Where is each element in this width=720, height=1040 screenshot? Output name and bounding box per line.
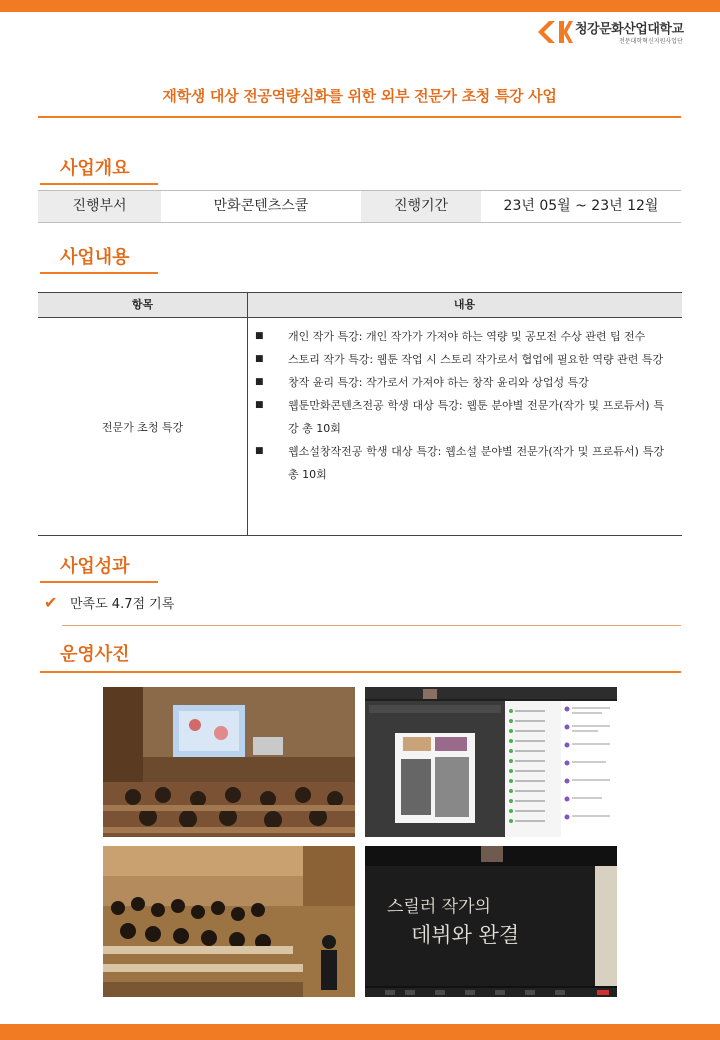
bullet-icon: ■ (255, 377, 264, 387)
col-item-header: 항목 (131, 298, 154, 311)
section-underline (40, 183, 158, 185)
list-item (252, 348, 664, 371)
logo-mark-icon (535, 19, 573, 45)
list-item (252, 440, 664, 486)
bullet-icon: ■ (255, 331, 264, 341)
section-results-label: 사업성과 (60, 556, 130, 577)
period-label: 진행기간 (361, 191, 481, 222)
list-item-text: 스토리 작가 특강: 웹툰 작업 시 스토리 작가로서 협업에 필요한 역량 관련 특강 (288, 353, 664, 366)
overview-table (38, 190, 681, 223)
result-text: 만족도 4.7점 기록 (70, 597, 175, 612)
list-item-text: 웹툰만화콘텐츠전공 학생 대상 특강: 웹툰 분야별 전문가(작가 및 프로듀서) 특강 총 10회 (288, 399, 664, 435)
photo-lecture-slide (365, 846, 617, 997)
logo-subtitle: 전문대학혁신지원사업단 (619, 38, 683, 45)
list-item-text: 웹소설창작전공 학생 대상 특강: 웹소설 분야별 전문가(작가 및 프로듀서) 특강 총 10회 (288, 445, 664, 481)
dept-value: 만화콘텐츠스쿨 (213, 198, 309, 214)
category-cell: 전문가 초청 특강 (101, 420, 184, 434)
top-accent-bar (0, 0, 720, 12)
photo-online-lecture-screen (365, 687, 617, 837)
photos-divider (40, 671, 681, 673)
detail-list (252, 325, 664, 486)
check-icon: ✔ (44, 593, 58, 612)
col-detail-header: 내용 (453, 298, 476, 311)
section-photos-label: 운영사진 (60, 644, 130, 665)
results-divider (62, 625, 681, 626)
list-item-text: 창작 윤리 특강: 작가로서 가져야 하는 창작 윤리와 상업성 특강 (288, 376, 589, 389)
logo-name: 청강문화산업대학교 (575, 22, 684, 37)
section-content-label: 사업내용 (60, 247, 130, 268)
result-item (44, 593, 174, 612)
section-results-heading (40, 553, 158, 583)
title-divider (38, 116, 681, 118)
content-table (38, 292, 682, 536)
column-divider (247, 293, 248, 535)
section-overview-heading (40, 155, 158, 185)
bullet-icon: ■ (255, 446, 264, 456)
dept-label: 진행부서 (38, 191, 161, 222)
document-title: 재학생 대상 전공역량심화를 위한 외부 전문가 초청 특강 사업 (162, 87, 557, 105)
section-photos-heading (40, 641, 158, 669)
section-underline (40, 581, 158, 583)
content-table-header (38, 293, 682, 318)
list-item-text: 개인 작가 특강: 개인 작가가 가져야 하는 역량 및 공모전 수상 관련 팁 전수 (288, 330, 646, 343)
list-item (252, 394, 664, 440)
section-underline (40, 272, 158, 274)
bullet-icon: ■ (255, 400, 264, 410)
slide-title-line2: 데뷔와 완결 (411, 923, 520, 947)
bottom-accent-bar (0, 1024, 720, 1040)
section-overview-label: 사업개요 (60, 158, 130, 179)
list-item (252, 325, 664, 348)
period-value: 23년 05월 ~ 23년 12월 (503, 198, 659, 214)
list-item (252, 371, 664, 394)
photo-lecture-hall-projector (103, 687, 355, 837)
university-logo (535, 18, 685, 48)
slide-title-line1: 스릴러 작가의 (387, 897, 491, 917)
section-content-heading (40, 244, 158, 274)
photo-audience-speaker (103, 846, 355, 997)
bullet-icon: ■ (255, 354, 264, 364)
